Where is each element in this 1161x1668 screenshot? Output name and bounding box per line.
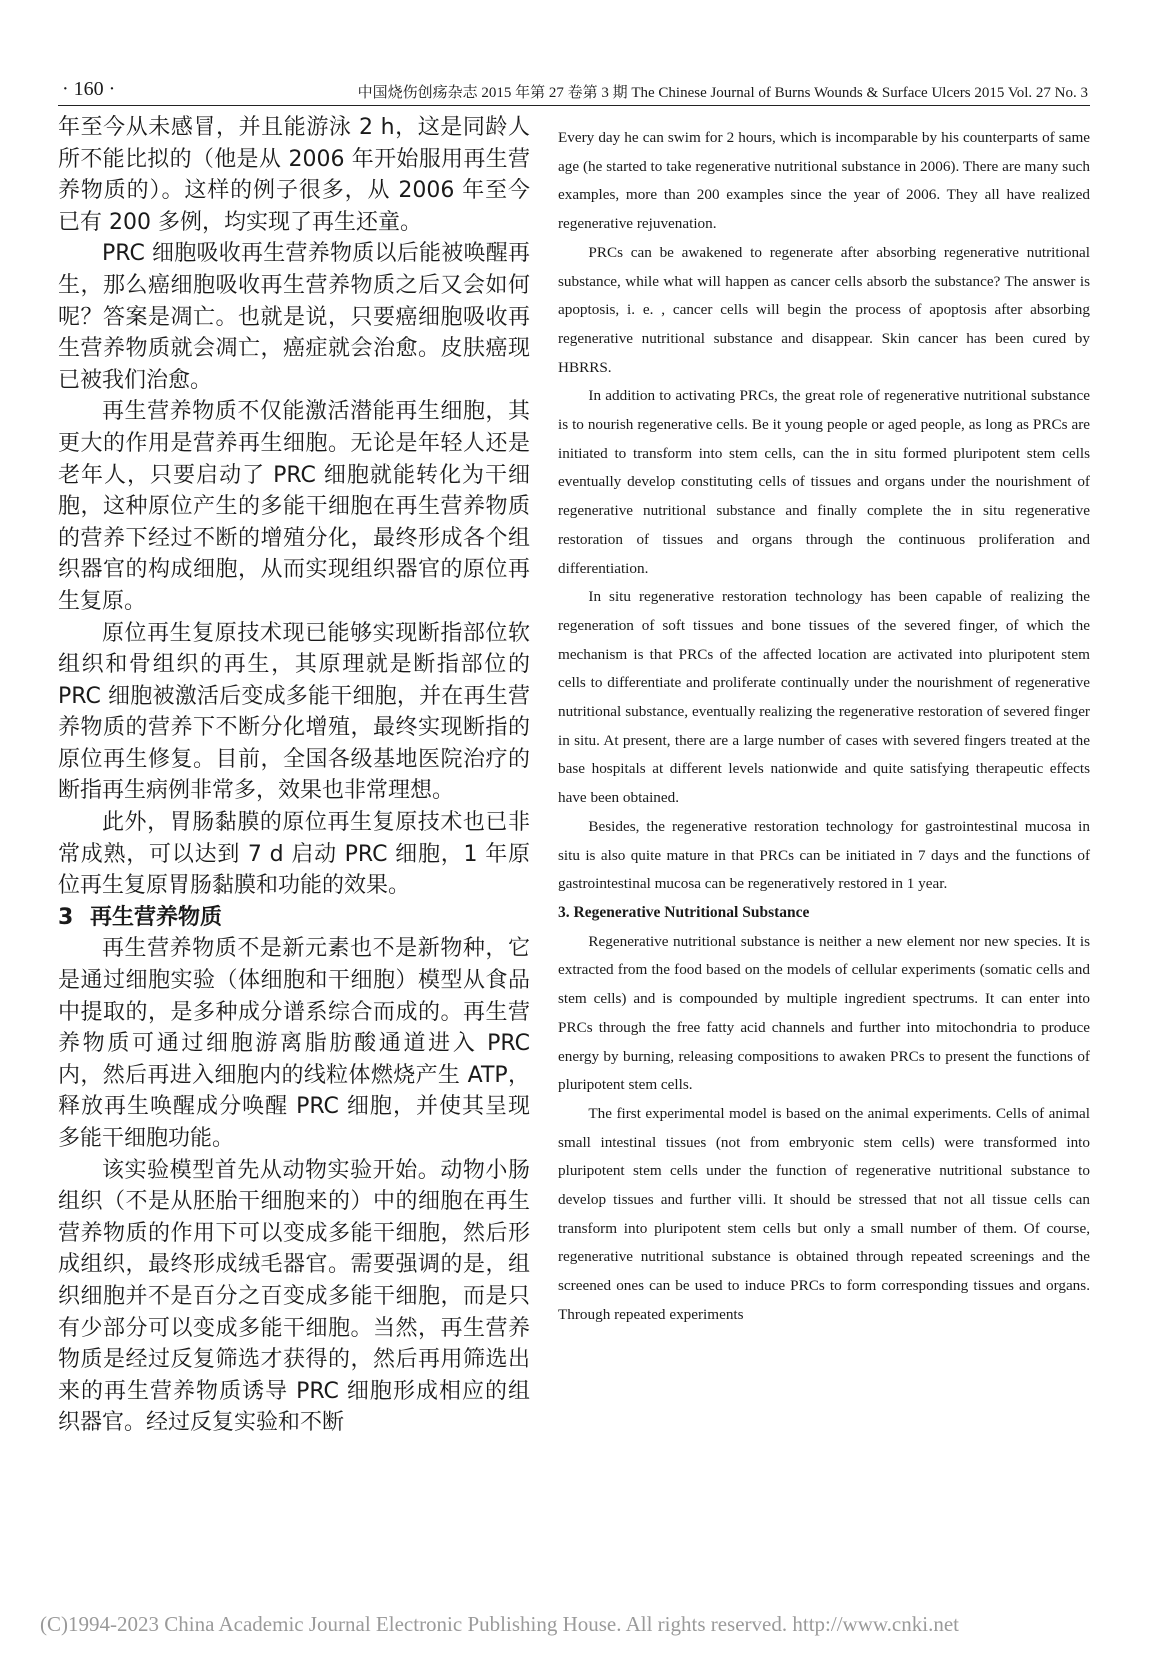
en-section-heading: 3. Regenerative Nutritional Substance — [558, 903, 810, 921]
chinese-column — [58, 112, 530, 1439]
running-header — [58, 78, 1090, 104]
cn-paragraph-4: 原位再生复原技术现已能够实现断指部位软组织和骨组织的再生，其原理就是断指部位的 PRC 细胞被激活后变成多能干细胞，并在再生营养物质的营养下不断分化增殖，最终实现断指的原位再生修复。目前，全国各级基地医院治疗的断指再生病例非常多，效果也非常理想。 — [58, 620, 530, 804]
cn-paragraph-3: 再生营养物质不仅能激活潜能再生细胞，其更大的作用是营养再生细胞。无论是年轻人还是老年人，只要启动了 PRC 细胞就能转化为干细胞，这种原位产生的多能干细胞在再生营养物质的营养下经过不断的增殖分化，最终形成各个组织器官的构成细胞，从而实现组织器官的原位再生复原。 — [58, 399, 530, 614]
header-rule — [58, 105, 1090, 106]
cn-paragraph-1: 年至今从未感冒，并且能游泳 2 h，这是同龄人所不能比拟的（他是从 2006 年开始服用再生营养物质的）。这样的例子很多，从 2006 年至今已有 200 多例，均实现了再生还童。 — [58, 115, 530, 235]
cn-paragraph-5: 此外，胃肠黏膜的原位再生复原技术也已非常成熟，可以达到 7 d 启动 PRC 细胞，1 年原位再生复原胃肠黏膜和功能的效果。 — [58, 810, 530, 899]
en-paragraph-5: Besides, the regenerative restoration technology for gastrointestinal mucosa in situ is also quite mature in that PRCs can be initiated in 7 days and the functions of gastrointestinal mucosa can be regeneratively restored in 1 year. — [558, 817, 1090, 893]
cn-paragraph-2: PRC 细胞吸收再生营养物质以后能被唤醒再生，那么癌细胞吸收再生营养物质之后又会如何呢？答案是凋亡。也就是说，只要癌细胞吸收再生营养物质就会凋亡，癌症就会治愈。皮肤癌现已被我们治愈。 — [58, 241, 530, 393]
cn-section-heading — [58, 902, 530, 934]
cn-paragraph-7: 该实验模型首先从动物实验开始。动物小肠组织（不是从胚胎干细胞来的）中的细胞在再生营养物质的作用下可以变成多能干细胞，然后形成组织，最终形成绒毛器官。需要强调的是，组织细胞并不是百分之百变成多能干细胞，而是只有少部分可以变成多能干细胞。当然，再生营养物质是经过反复筛选才获得的，然后再用筛选出来的再生营养物质诱导 PRC 细胞形成相应的组织器官。经过反复实验和不断 — [58, 1157, 530, 1436]
running-title: 中国烧伤创疡杂志 2015 年第 27 卷第 3 期 The Chinese Journal of Burns Wounds & Surface Ulcers 2015 Vol. 27 No. 3 — [357, 85, 1088, 101]
en-paragraph-1: Every day he can swim for 2 hours, which is incomparable by his counterparts of same age (he started to take regenerative nutritional substance in 2006). There are many such examples, more than 200 examples since the year of 2006. They all have realized regenerative rejuvenation. — [558, 129, 1090, 233]
cn-paragraph-6: 再生营养物质不是新元素也不是新物种，它是通过细胞实验（体细胞和干细胞）模型从食品中提取的，是多种成分谱系综合而成的。再生营养物质可通过细胞游离脂肪酸通道进入 PRC 内，然后再进入细胞内的线粒体燃烧产生 ATP，释放再生唤醒成分唤醒 PRC 细胞，并使其呈现多能干细胞功能。 — [58, 936, 530, 1151]
en-paragraph-3: In addition to activating PRCs, the great role of regenerative nutritional substance is to nourish regenerative cells. Be it young people or aged people, as long as PRCs are initiated to transform into stem cells, can the in situ formed pluripotent stem cells eventually develop constituting cells of tissues and organs under the nourishment of regenerative nutritional substance and finally complete the in situ regenerative restoration of tissues and organs through the continuous proliferation and differentiation. — [558, 387, 1090, 577]
english-column — [558, 124, 1090, 1330]
cn-heading-text: 再生营养物质 — [90, 904, 223, 930]
page-number: · 160 · — [62, 78, 116, 100]
en-paragraph-6: Regenerative nutritional substance is neither a new element nor new species. It is extracted from the food based on the models of cellular experiments (somatic cells and stem cells) and is compounded by multiple ingredient spectrums. It can enter into PRCs through the free fatty acid channels and further into mitochondria to produce energy by burning, releasing compositions to awaken PRCs to present the functions of pluripotent stem cells. — [558, 932, 1090, 1094]
cn-heading-number: 3 — [58, 904, 74, 930]
copyright-footer: (C)1994-2023 China Academic Journal Electronic Publishing House. All rights reserved. http://www.cnki.net — [40, 1612, 959, 1636]
en-paragraph-7: The first experimental model is based on the animal experiments. Cells of animal small intestinal tissues (not from embryonic stem cells) were transformed into pluripotent stem cells under the function of regenerative nutritional substance to develop tissues and further villi. It should be stressed that not all tissue cells can transform into pluripotent stem cells but only a small number of them. Of course, regenerative nutritional substance is obtained through repeated screenings and the screened ones can be used to induce PRCs to form corresponding tissues and organs. Through repeated experiments — [558, 1104, 1090, 1323]
en-paragraph-4: In situ regenerative restoration technology has been capable of realizing the regeneration of soft tissues and bone tissues of the severed finger, of which the mechanism is that PRCs of the affected location are activated into pluripotent stem cells to differentiate and proliferate continually under the nourishment of regenerative nutritional substance, eventually realizing the regenerative restoration of severed finger in situ. At present, there are a large number of cases with severed fingers treated at the base hospitals at different levels nationwide and quite satisfying therapeutic effects have been obtained. — [558, 588, 1090, 807]
en-paragraph-2: PRCs can be awakened to regenerate after absorbing regenerative nutritional substance, while what will happen as cancer cells absorb the substance? The answer is apoptosis, i. e. , cancer cells will begin the process of apoptosis after absorbing regenerative nutritional substance and disappear. Skin cancer has been cured by HBRRS. — [558, 243, 1090, 376]
